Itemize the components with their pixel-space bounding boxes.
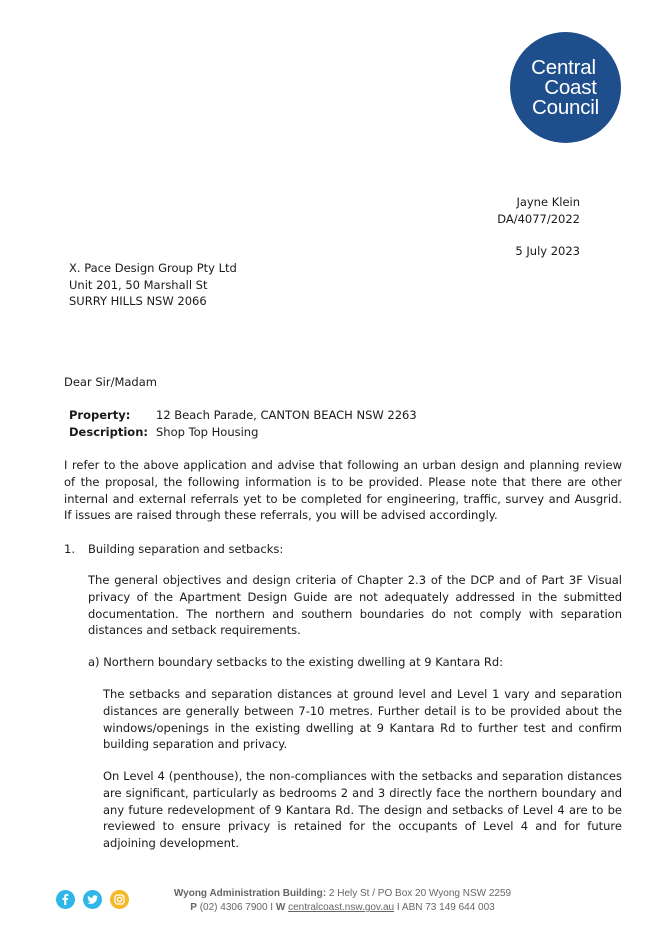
property-row: [69, 407, 417, 424]
recipient-street: Unit 201, 50 Marshall St: [69, 277, 208, 292]
footer-building-address: 2 Hely St / PO Box 20 Wyong NSW 2259: [326, 888, 512, 899]
logo-line-council: Council: [532, 95, 599, 119]
salutation: Dear Sir/Madam: [64, 375, 157, 389]
description-label: Description:: [69, 425, 148, 439]
council-logo: [510, 32, 621, 143]
footer-contact: [8, 901, 669, 915]
property-value: 12 Beach Parade, CANTON BEACH NSW 2263: [156, 408, 417, 422]
letter-date: 5 July 2023: [515, 244, 580, 258]
footer-phone-label: P: [190, 902, 197, 913]
footer-address: [8, 887, 669, 901]
footer-website-link[interactable]: centralcoast.nsw.gov.au: [288, 902, 395, 913]
footer-building-label: Wyong Administration Building:: [173, 888, 327, 899]
recipient-suburb: SURRY HILLS NSW 2066: [69, 294, 207, 308]
description-row: [69, 424, 417, 441]
application-number: DA/4077/2022: [497, 212, 580, 226]
item-1-heading: [64, 541, 283, 557]
recipient-address: [69, 260, 237, 310]
officer-name: Jayne Klein: [516, 195, 580, 209]
intro-paragraph: I refer to the above application and advise that following an urban design and planning review of the proposal, the following information is to be provided. Please note that there are other internal and external referrals yet to be completed for engineering, traffic, survey and Ausgrid. If issues are raised through these referrals, you will be advised accordingly.: [64, 458, 622, 523]
logo-line-central: Central: [531, 55, 596, 79]
footer-phone: (02) 4306 7900 I: [196, 902, 276, 913]
setbacks-paragraph: The setbacks and separation distances at ground level and Level 1 vary and separation distances are generally between 7-10 metres. Further detail is to be provided about the windows/openings in the existing dwelling at 9 Kantara Rd to further test and confirm building separation and privacy.: [103, 687, 622, 752]
footer-web-label: W: [275, 902, 286, 913]
general-paragraph: The general objectives and design criteria of Chapter 2.3 of the DCP and of Part 3F Visual privacy of the Apartment Design Guide are not adequately addressed in the submitted documentation. The northern and southern boundaries do not comply with separation distances and setback requirements.: [88, 573, 622, 638]
property-details: [69, 407, 417, 441]
sub-item-a-heading: a) Northern boundary setbacks to the existing dwelling at 9 Kantara Rd:: [88, 655, 504, 669]
level4-paragraph: On Level 4 (penthouse), the non-compliances with the setbacks and separation distances are significant, particularly as bedrooms 2 and 3 directly face the northern boundary and any future redevelopment of 9 Kantara Rd. The design and setbacks of Level 4 are to be reviewed to ensure privacy is retained for the occupants of Level 4 and for future adjoining development.: [103, 769, 622, 851]
item-1-number: 1.: [64, 542, 75, 556]
item-1-title: Building separation and setbacks:: [88, 542, 284, 556]
description-value: Shop Top Housing: [156, 425, 259, 439]
property-label: Property:: [69, 408, 131, 422]
footer-abn: I ABN 73 149 644 003: [394, 902, 495, 913]
logo-line-coast: Coast: [544, 75, 597, 99]
reference-block: [497, 194, 580, 228]
recipient-name: X. Pace Design Group Pty Ltd: [69, 261, 237, 275]
